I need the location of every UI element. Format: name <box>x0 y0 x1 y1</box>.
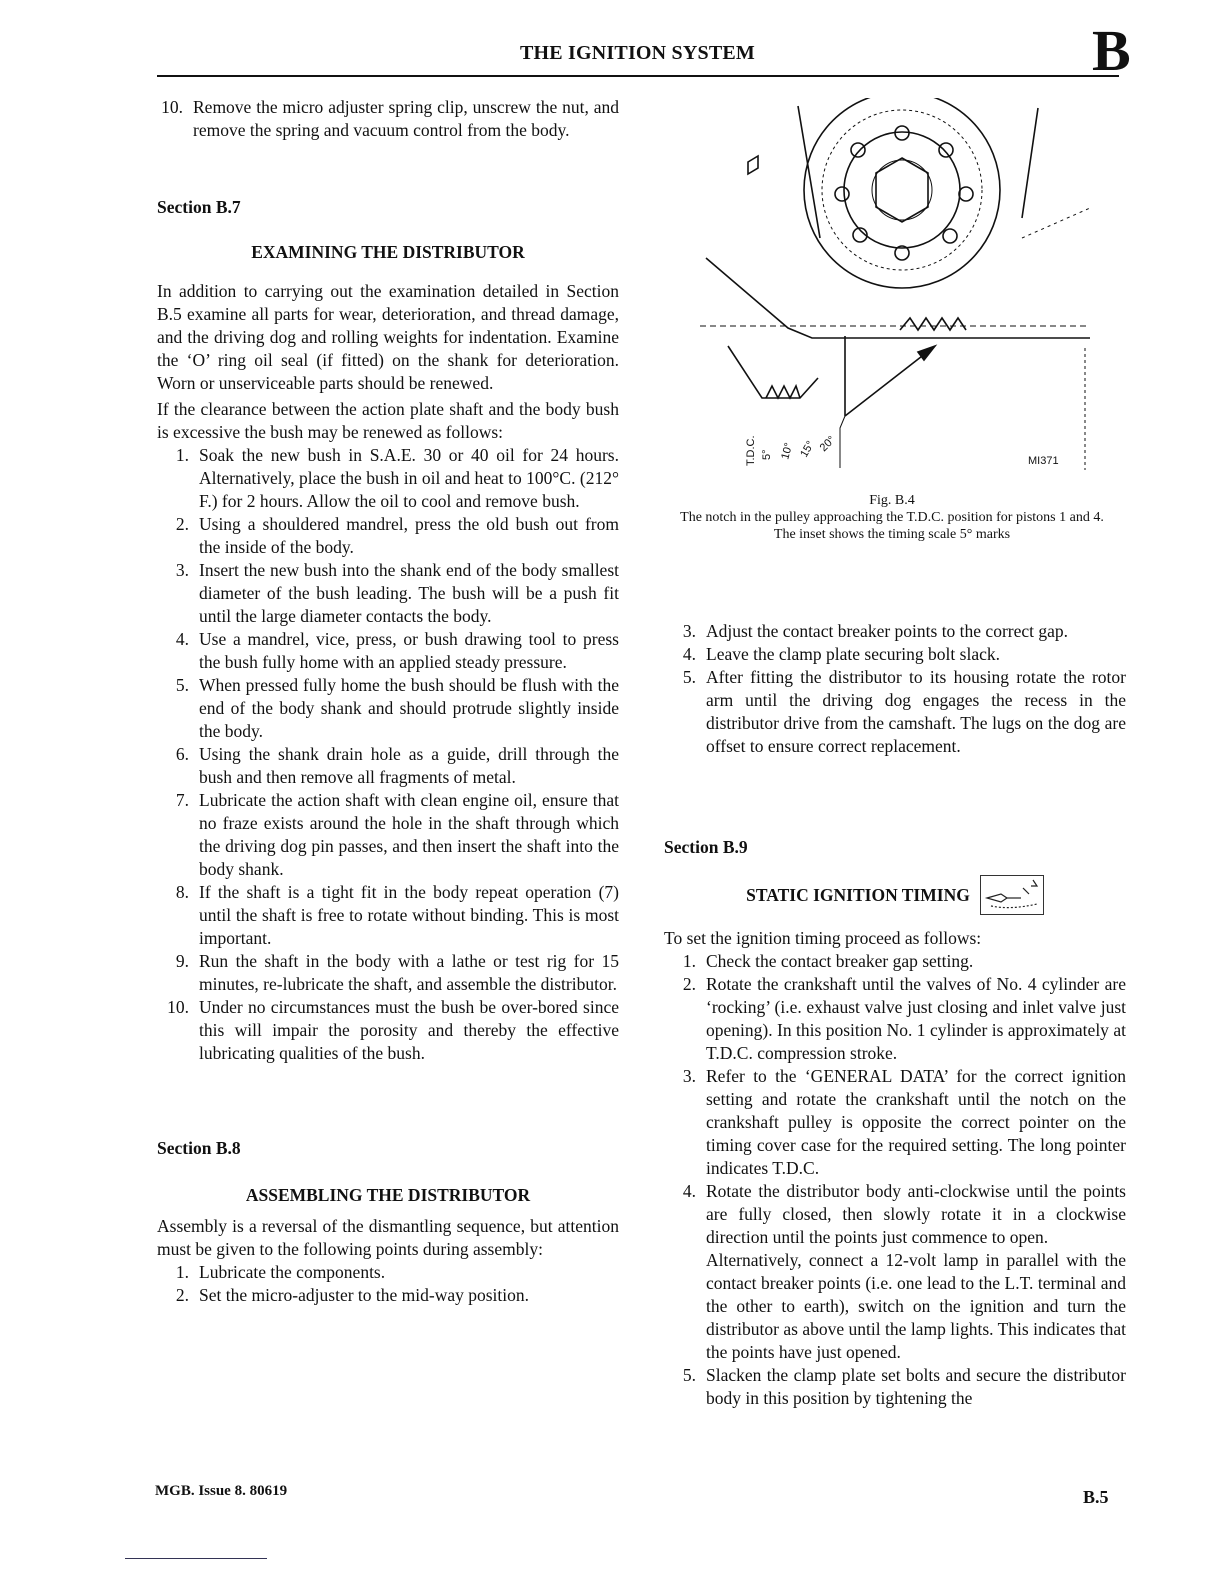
list-item <box>163 559 619 628</box>
list-item <box>163 444 619 513</box>
page-number: B.5 <box>1083 1487 1109 1507</box>
list-item <box>670 1180 1126 1364</box>
header-rule <box>157 75 1119 77</box>
footer-issue: MGB. Issue 8. 80619 <box>155 1483 288 1499</box>
list-item <box>670 950 1126 973</box>
pulley-diagram <box>700 98 1090 478</box>
heading-assembling: ASSEMBLING THE DISTRIBUTOR <box>245 1185 531 1205</box>
list-item <box>163 674 619 743</box>
figure-caption <box>672 492 1112 543</box>
pulley-hub <box>844 132 960 248</box>
figure-b4 <box>700 98 1090 478</box>
step-text: When pressed fully home the bush should be flush with the end of the body shank and should protrude slightly inside the body. <box>199 675 619 741</box>
step-number: 2. <box>682 974 696 994</box>
step-text: Use a mandrel, vice, press, or bush drawing tool to press the bush fully home with an applied steady pressure. <box>199 629 619 672</box>
scale-label: 5° <box>761 449 773 460</box>
step-number: 5. <box>682 667 696 687</box>
section-label-b8: Section B.8 <box>157 1138 241 1158</box>
timing-light-icon <box>980 875 1044 915</box>
step-text: Using a shouldered mandrel, press the old bush out from the inside of the body. <box>199 514 619 557</box>
left-column <box>157 96 619 1307</box>
step-number: 3. <box>682 621 696 641</box>
step-text: After fitting the distributor to its housing rotate the rotor arm until the driving dog engages the recess in the distributor drive from the camshaft. The lugs on the dog are offset to ensure correct replacement. <box>706 667 1126 756</box>
list-item <box>163 743 619 789</box>
section-letter: B <box>1092 18 1131 83</box>
pulley-nut <box>876 158 928 222</box>
b8-intro-paragraph: Assembly is a reversal of the dismantling sequence, but attention must be given to the following points during assembly: <box>157 1216 619 1259</box>
step-number: 7. <box>175 790 189 810</box>
step-number: 1. <box>175 445 189 465</box>
list-item <box>163 789 619 881</box>
figure-number: Fig. B.4 <box>869 493 915 508</box>
list-item <box>163 1261 619 1284</box>
step-number: 1. <box>175 1262 189 1282</box>
scale-label: 15° <box>798 439 817 460</box>
step-text: Rotate the distributor body anti-clockwise until the points are fully closed, then slowly rotate it in a clockwise direction until the points just commence to open. <box>706 1181 1126 1247</box>
step-alternative-text: Alternatively, connect a 12-volt lamp in parallel with the contact breaker points (i.e. one lead to the L.T. terminal and the other to earth), switch on the ignition and turn the distributor as above until the lamp lights. This indicates that the points have just opened. <box>706 1250 1126 1362</box>
step-text: Adjust the contact breaker points to the correct gap. <box>706 621 1069 641</box>
step-number: 5. <box>682 1365 696 1385</box>
b8-step-list <box>163 1261 619 1307</box>
page-title: THE IGNITION SYSTEM <box>520 42 755 64</box>
b7-step-list <box>163 444 619 1065</box>
step-number: 10. <box>161 97 183 117</box>
heading-text: STATIC IGNITION TIMING <box>746 884 970 905</box>
step-number: 3. <box>175 560 189 580</box>
step-number: 6. <box>175 744 189 764</box>
list-item <box>670 666 1126 758</box>
step-text: Rotate the crankshaft until the valves of No. 4 cylinder are ‘rocking’ (i.e. exhaust valve just closing and inlet valve just opening). In this position No. 1 cylinder is approximately at T.D.C. compression stroke. <box>706 974 1126 1063</box>
list-item <box>670 620 1126 643</box>
figure-reference: MI371 <box>1028 455 1059 467</box>
list-item <box>163 996 619 1065</box>
step-text: Check the contact breaker gap setting. <box>706 951 974 971</box>
step-text: Leave the clamp plate securing bolt slack. <box>706 644 1000 664</box>
step-number: 2. <box>175 1285 189 1305</box>
step-number: 3. <box>682 1066 696 1086</box>
b9-intro-paragraph: To set the ignition timing proceed as follows: <box>664 928 982 948</box>
step-number: 10. <box>167 997 189 1017</box>
scale-label: 20° <box>817 433 838 455</box>
b6-step-list <box>157 96 619 142</box>
scale-label: 10° <box>779 441 796 461</box>
heading-static-timing <box>664 875 1126 915</box>
step-text: Lubricate the components. <box>199 1262 386 1282</box>
heading-examining: EXAMINING THE DISTRIBUTOR <box>251 242 525 262</box>
list-item <box>670 1364 1126 1410</box>
list-item <box>157 96 619 142</box>
step-number: 4. <box>682 644 696 664</box>
list-item <box>670 1065 1126 1180</box>
list-item <box>670 643 1126 666</box>
step-number: 4. <box>175 629 189 649</box>
right-column <box>664 620 1126 1410</box>
b8-step-list-continued <box>670 620 1126 758</box>
section-label-b7: Section B.7 <box>157 197 241 217</box>
step-number: 4. <box>682 1181 696 1201</box>
step-text: If the shaft is a tight fit in the body repeat operation (7) until the shaft is free to rotate without binding. This is most important. <box>199 882 619 948</box>
scale-label: T.D.C. <box>745 435 757 466</box>
step-text: Remove the micro adjuster spring clip, unscrew the nut, and remove the spring and vacuum control from the body. <box>193 97 619 140</box>
figure-caption-text: The notch in the pulley approaching the T.D.C. position for pistons 1 and 4. The inset shows the timing scale 5° marks <box>680 510 1104 542</box>
list-item <box>163 881 619 950</box>
step-text: Run the shaft in the body with a lathe or test rig for 15 minutes, re-lubricate the shaft, and assemble the distributor. <box>199 951 619 994</box>
footer-rule <box>125 1558 267 1559</box>
list-item <box>163 950 619 996</box>
step-text: Refer to the ‘GENERAL DATA’ for the correct ignition setting and rotate the crankshaft until the notch on the crankshaft pulley is opposite the correct pointer on the timing cover case for the required setting. The long pointer indicates T.D.C. <box>706 1066 1126 1178</box>
step-text: Using the shank drain hole as a guide, drill through the bush and then remove all fragments of metal. <box>199 744 619 787</box>
step-text: Soak the new bush in S.A.E. 30 or 40 oil for 24 hours. Alternatively, place the bush in oil and heat to 100°C. (212° F.) for 2 hours. Allow the oil to cool and remove bush. <box>199 445 619 511</box>
b7-intro-paragraph-2: If the clearance between the action plate shaft and the body bush is excessive the bush may be renewed as follows: <box>157 399 619 442</box>
step-text: Insert the new bush into the shank end of the body smallest diameter of the bush leading. The bush will be a push fit until the large diameter contacts the body. <box>199 560 619 626</box>
list-item <box>163 1284 619 1307</box>
timing-pointer-teeth <box>900 318 966 330</box>
step-number: 2. <box>175 514 189 534</box>
step-text: Under no circumstances must the bush be over-bored since this will impair the porosity and thereby the effective lubricating qualities of the bush. <box>199 997 619 1063</box>
list-item <box>670 973 1126 1065</box>
step-number: 8. <box>175 882 189 902</box>
step-number: 5. <box>175 675 189 695</box>
list-item <box>163 628 619 674</box>
step-text: Slacken the clamp plate set bolts and secure the distributor body in this position by tightening the <box>706 1365 1126 1408</box>
section-label-b9: Section B.9 <box>664 837 748 857</box>
list-item <box>163 513 619 559</box>
step-number: 1. <box>682 951 696 971</box>
step-text: Lubricate the action shaft with clean engine oil, ensure that no fraze exists around the hole in the shaft through which the driving dog pin passes, and then insert the shaft into the body shank. <box>199 790 619 879</box>
step-text: Set the micro-adjuster to the mid-way position. <box>199 1285 530 1305</box>
step-number: 9. <box>175 951 189 971</box>
b7-intro-paragraph: In addition to carrying out the examination detailed in Section B.5 examine all parts for wear, deterioration, and thread damage, and the driving dog and rolling weights for indentation. Examine the ‘O’ ring oil seal (if fitted) on the shank for deterioration. Worn or unserviceable parts should be renewed. <box>157 281 619 393</box>
b9-step-list <box>670 950 1126 1410</box>
